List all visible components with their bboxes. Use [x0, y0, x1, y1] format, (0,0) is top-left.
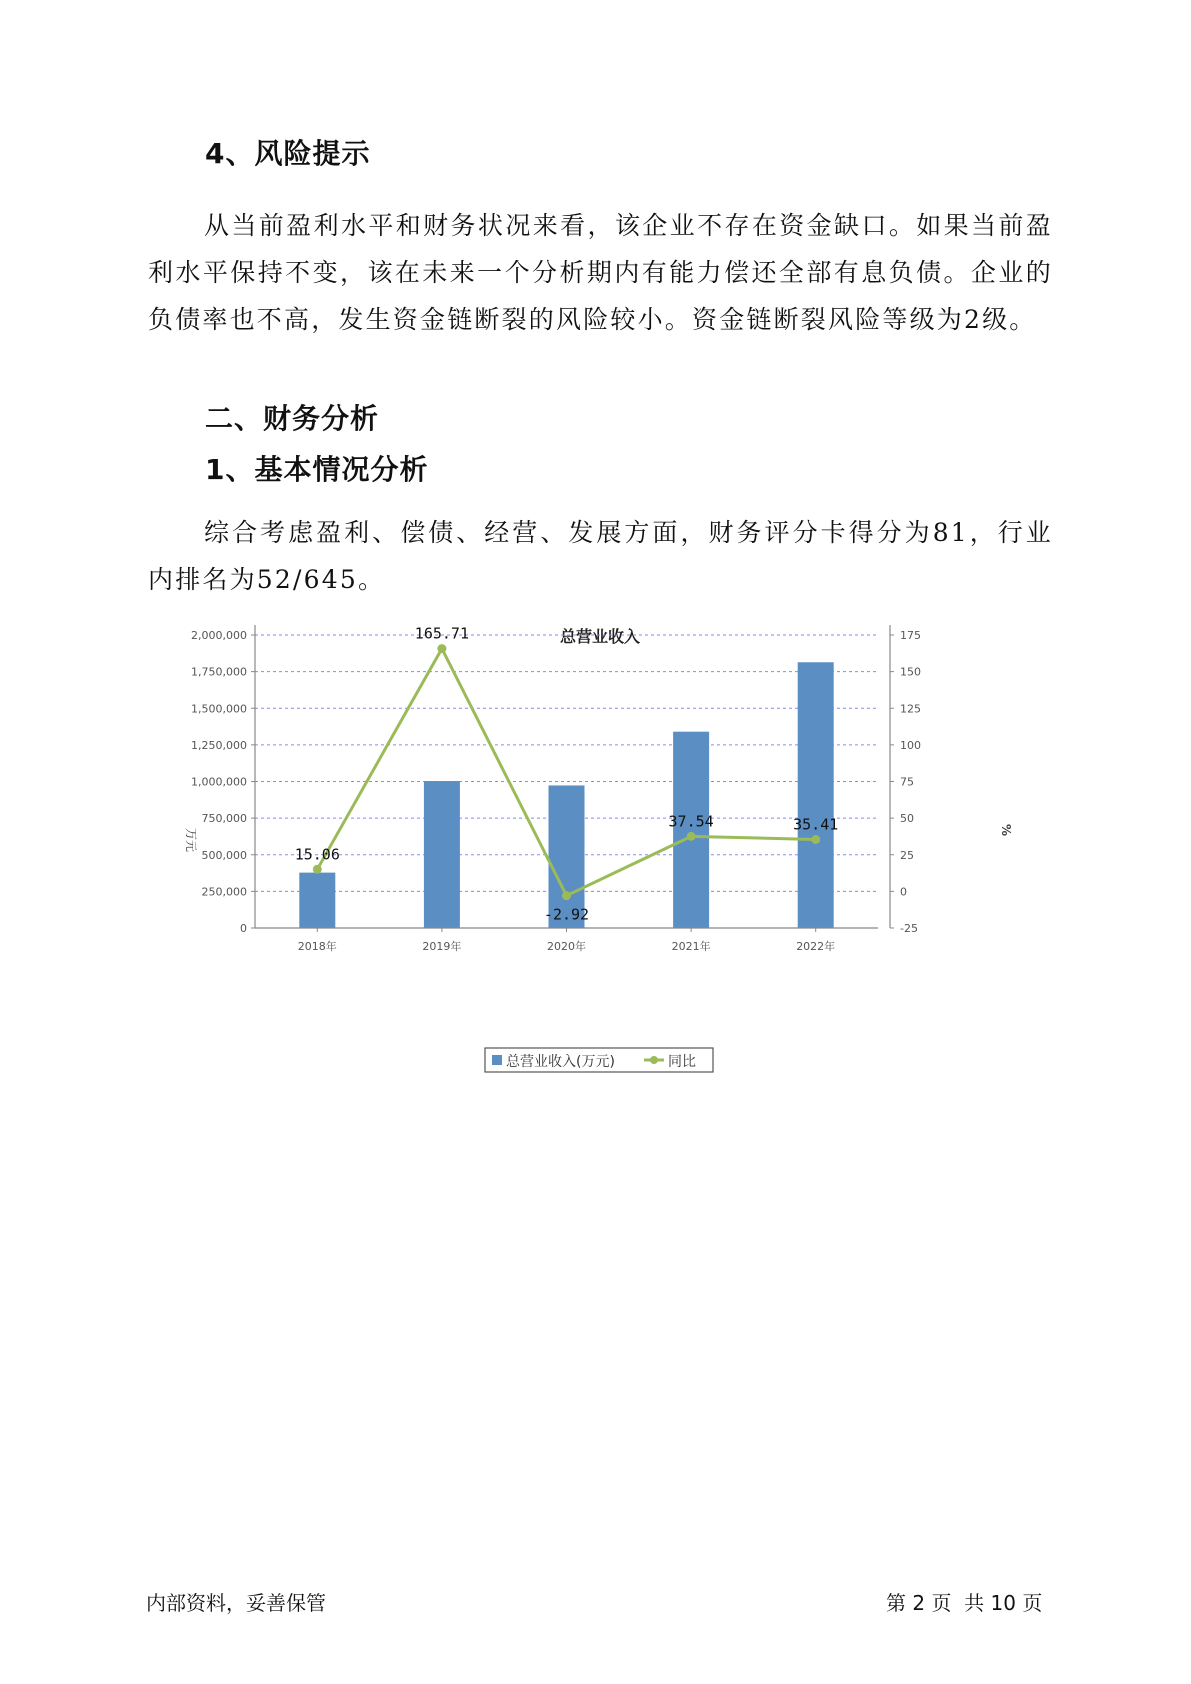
right-tick-label: 100	[900, 738, 921, 752]
section-two-heading: 二、财务分析	[205, 402, 380, 435]
yoy-point	[811, 835, 820, 844]
chart-title: 总营业收入	[559, 627, 641, 646]
x-tick-label: 2022年	[796, 940, 836, 953]
left-tick-label: 1,500,000	[191, 702, 247, 716]
x-tick-label: 2018年	[297, 940, 337, 953]
x-tick-label: 2020年	[547, 940, 586, 953]
left-tick-label: 1,000,000	[191, 775, 247, 789]
bar-2022年	[798, 662, 834, 928]
yoy-data-label: -2.92	[543, 905, 590, 924]
yoy-point	[687, 832, 696, 841]
bar-2018年	[299, 873, 335, 928]
right-tick-label: 0	[900, 885, 907, 899]
footer-left: 内部资料，妥善保管	[146, 1591, 326, 1615]
x-axis-ticks	[298, 928, 835, 953]
legend-bar-label: 总营业收入(万元)	[506, 1054, 615, 1070]
left-tick-label: 1,750,000	[191, 665, 247, 679]
subsection1-heading: 1、基本情况分析	[205, 453, 429, 486]
legend-bar-swatch	[492, 1055, 502, 1065]
left-tick-label: 0	[240, 922, 247, 935]
left-tick-label: 2,000,000	[191, 629, 247, 642]
right-axis-ticks	[890, 629, 921, 935]
right-tick-label: 150	[900, 665, 921, 679]
chart-legend	[485, 1048, 713, 1072]
footer-right: 第 2 页 共 10 页	[886, 1591, 1043, 1615]
yoy-data-label: 37.54	[668, 812, 714, 831]
legend-line-marker	[650, 1056, 658, 1064]
x-tick-label: 2019年	[422, 940, 462, 953]
yoy-point	[313, 865, 322, 874]
bar-2019年	[424, 781, 460, 928]
subsection1-paragraph: 综合考虑盈利、偿债、经营、发展方面，财务评分卡得分为81，行业内排名为52/645。	[148, 518, 1053, 594]
revenue-chart	[160, 620, 1040, 1090]
section4-paragraph: 从当前盈利水平和财务状况来看，该企业不存在资金缺口。如果当前盈利水平保持不变，该在未来一个分析期内有能力偿还全部有息负债。企业的负债率也不高，发生资金链断裂的风险较小。资金链断裂风险等级为2级。	[148, 211, 1053, 334]
section4-heading: 4、风险提示	[205, 137, 371, 170]
x-tick-label: 2021年	[671, 940, 711, 953]
right-tick-label: 175	[900, 629, 921, 642]
left-axis-ticks	[191, 629, 255, 935]
right-tick-label: 75	[900, 775, 914, 789]
yoy-data-label: 15.06	[294, 845, 340, 864]
right-tick-label: 50	[900, 812, 914, 826]
bar-series	[299, 662, 833, 928]
left-tick-label: 750,000	[201, 812, 247, 826]
right-tick-label: 125	[900, 702, 921, 716]
left-tick-label: 500,000	[201, 848, 247, 862]
yoy-point	[562, 891, 571, 900]
right-tick-label: 25	[900, 848, 914, 862]
legend-line-label: 同比	[668, 1054, 696, 1070]
right-axis-label: %	[999, 823, 1013, 837]
yoy-data-label: 165.71	[414, 624, 469, 643]
right-tick-label: -25	[900, 922, 918, 935]
left-axis-label: 万元	[184, 827, 198, 853]
yoy-point	[437, 644, 446, 653]
left-tick-label: 1,250,000	[191, 738, 247, 752]
left-tick-label: 250,000	[201, 885, 247, 899]
yoy-data-label: 35.41	[793, 815, 839, 834]
